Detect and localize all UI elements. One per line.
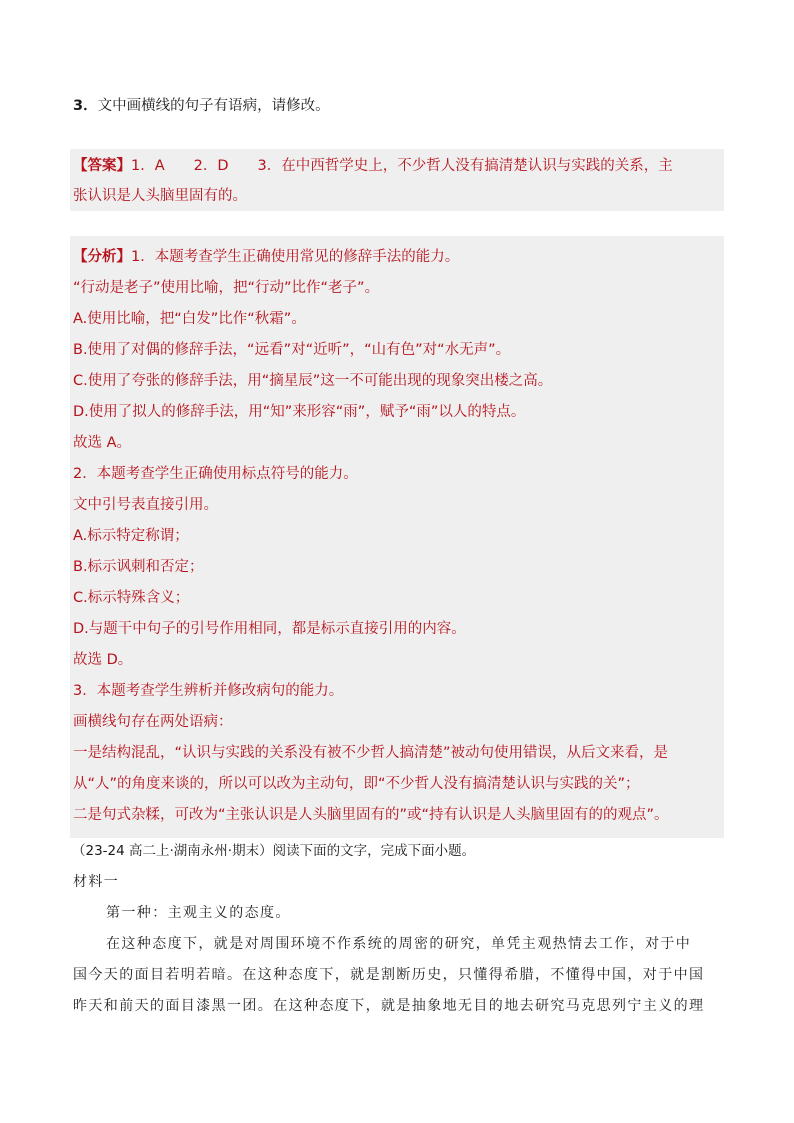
answer-line-1 bbox=[73, 156, 673, 176]
analysis-line-6: D.使用了拟人的修辞手法，用“知”来形容“雨”，赋予“雨”以人的特点。 bbox=[73, 404, 526, 420]
analysis-line-13: D.与题干中句子的引号作用相同，都是标示直接引用的内容。 bbox=[73, 621, 466, 637]
material-line-2: 在这种态度下，就是对周围环境不作系统的周密的研究，单凭主观热情去工作，对于中 bbox=[106, 936, 692, 952]
analysis-text-1: 1．本题考查学生正确使用常见的修辞手法的能力。 bbox=[131, 249, 460, 265]
answer-text-1: 1．A 2．D 3．在中西哲学史上，不少哲人没有搞清楚认识与实践的关系，主 bbox=[131, 158, 673, 174]
question-3-text: 文中画横线的句子有语病，请修改。 bbox=[97, 98, 330, 114]
question-3-number: 3． bbox=[73, 98, 98, 114]
question-3 bbox=[73, 96, 330, 116]
analysis-tag: 【分析】 bbox=[73, 249, 131, 265]
analysis-line-11: B.标示讽刺和否定； bbox=[73, 559, 204, 575]
analysis-line-5: C.使用了夸张的修辞手法，用“摘星辰”这一不可能出现的现象突出楼之高。 bbox=[73, 373, 553, 389]
analysis-line-2: “行动是老子”使用比喻，把“行动”比作“老子”。 bbox=[73, 280, 380, 296]
analysis-line-9: 文中引号表直接引用。 bbox=[73, 497, 218, 513]
analysis-line-19: 二是句式杂糅，可改为“主张认识是人头脑里固有的”或“持有认识是人头脑里固有的的观点”。 bbox=[73, 807, 669, 823]
material-line-4: 昨天和前天的面目漆黑一团。在这种态度下，就是抽象地无目的地去研究马克思列宁主义的理 bbox=[73, 998, 705, 1014]
material-title: 材料一 bbox=[73, 874, 120, 890]
analysis-line-1 bbox=[73, 247, 459, 267]
material-line-3: 国今天的面目若明若暗。在这种态度下，就是割断历史，只懂得希腊，不懂得中国，对于中国 bbox=[73, 967, 705, 983]
analysis-line-7: 故选 A。 bbox=[73, 435, 132, 451]
analysis-line-8: 2．本题考查学生正确使用标点符号的能力。 bbox=[73, 466, 358, 482]
analysis-line-15: 3．本题考查学生辨析并修改病句的能力。 bbox=[73, 683, 344, 699]
analysis-line-14: 故选 D。 bbox=[73, 652, 133, 668]
answer-line-2: 张认识是人头脑里固有的。 bbox=[73, 188, 247, 204]
analysis-line-17: 一是结构混乱，“认识与实践的关系没有被不少哲人搞清楚”被动句使用错误，从后文来看，是 bbox=[73, 745, 669, 761]
analysis-line-3: A.使用比喻，把“白发”比作“秋霜”。 bbox=[73, 311, 306, 327]
analysis-line-16: 画横线句存在两处语病： bbox=[73, 714, 233, 730]
material-line-1: 第一种：主观主义的态度。 bbox=[106, 905, 291, 921]
source-line: （23-24 高二上·湖南永州·期末）阅读下面的文字，完成下面小题。 bbox=[72, 843, 476, 859]
answer-tag: 【答案】 bbox=[73, 158, 131, 174]
analysis-line-4: B.使用了对偶的修辞手法，“远看”对“近听”，“山有色”对“水无声”。 bbox=[73, 342, 511, 358]
analysis-line-18: 从“人”的角度来谈的，所以可以改为主动句，即“不少哲人没有搞清楚认识与实践的关”； bbox=[73, 776, 640, 792]
analysis-line-10: A.标示特定称谓； bbox=[73, 528, 189, 544]
analysis-line-12: C.标示特殊含义； bbox=[73, 590, 190, 606]
